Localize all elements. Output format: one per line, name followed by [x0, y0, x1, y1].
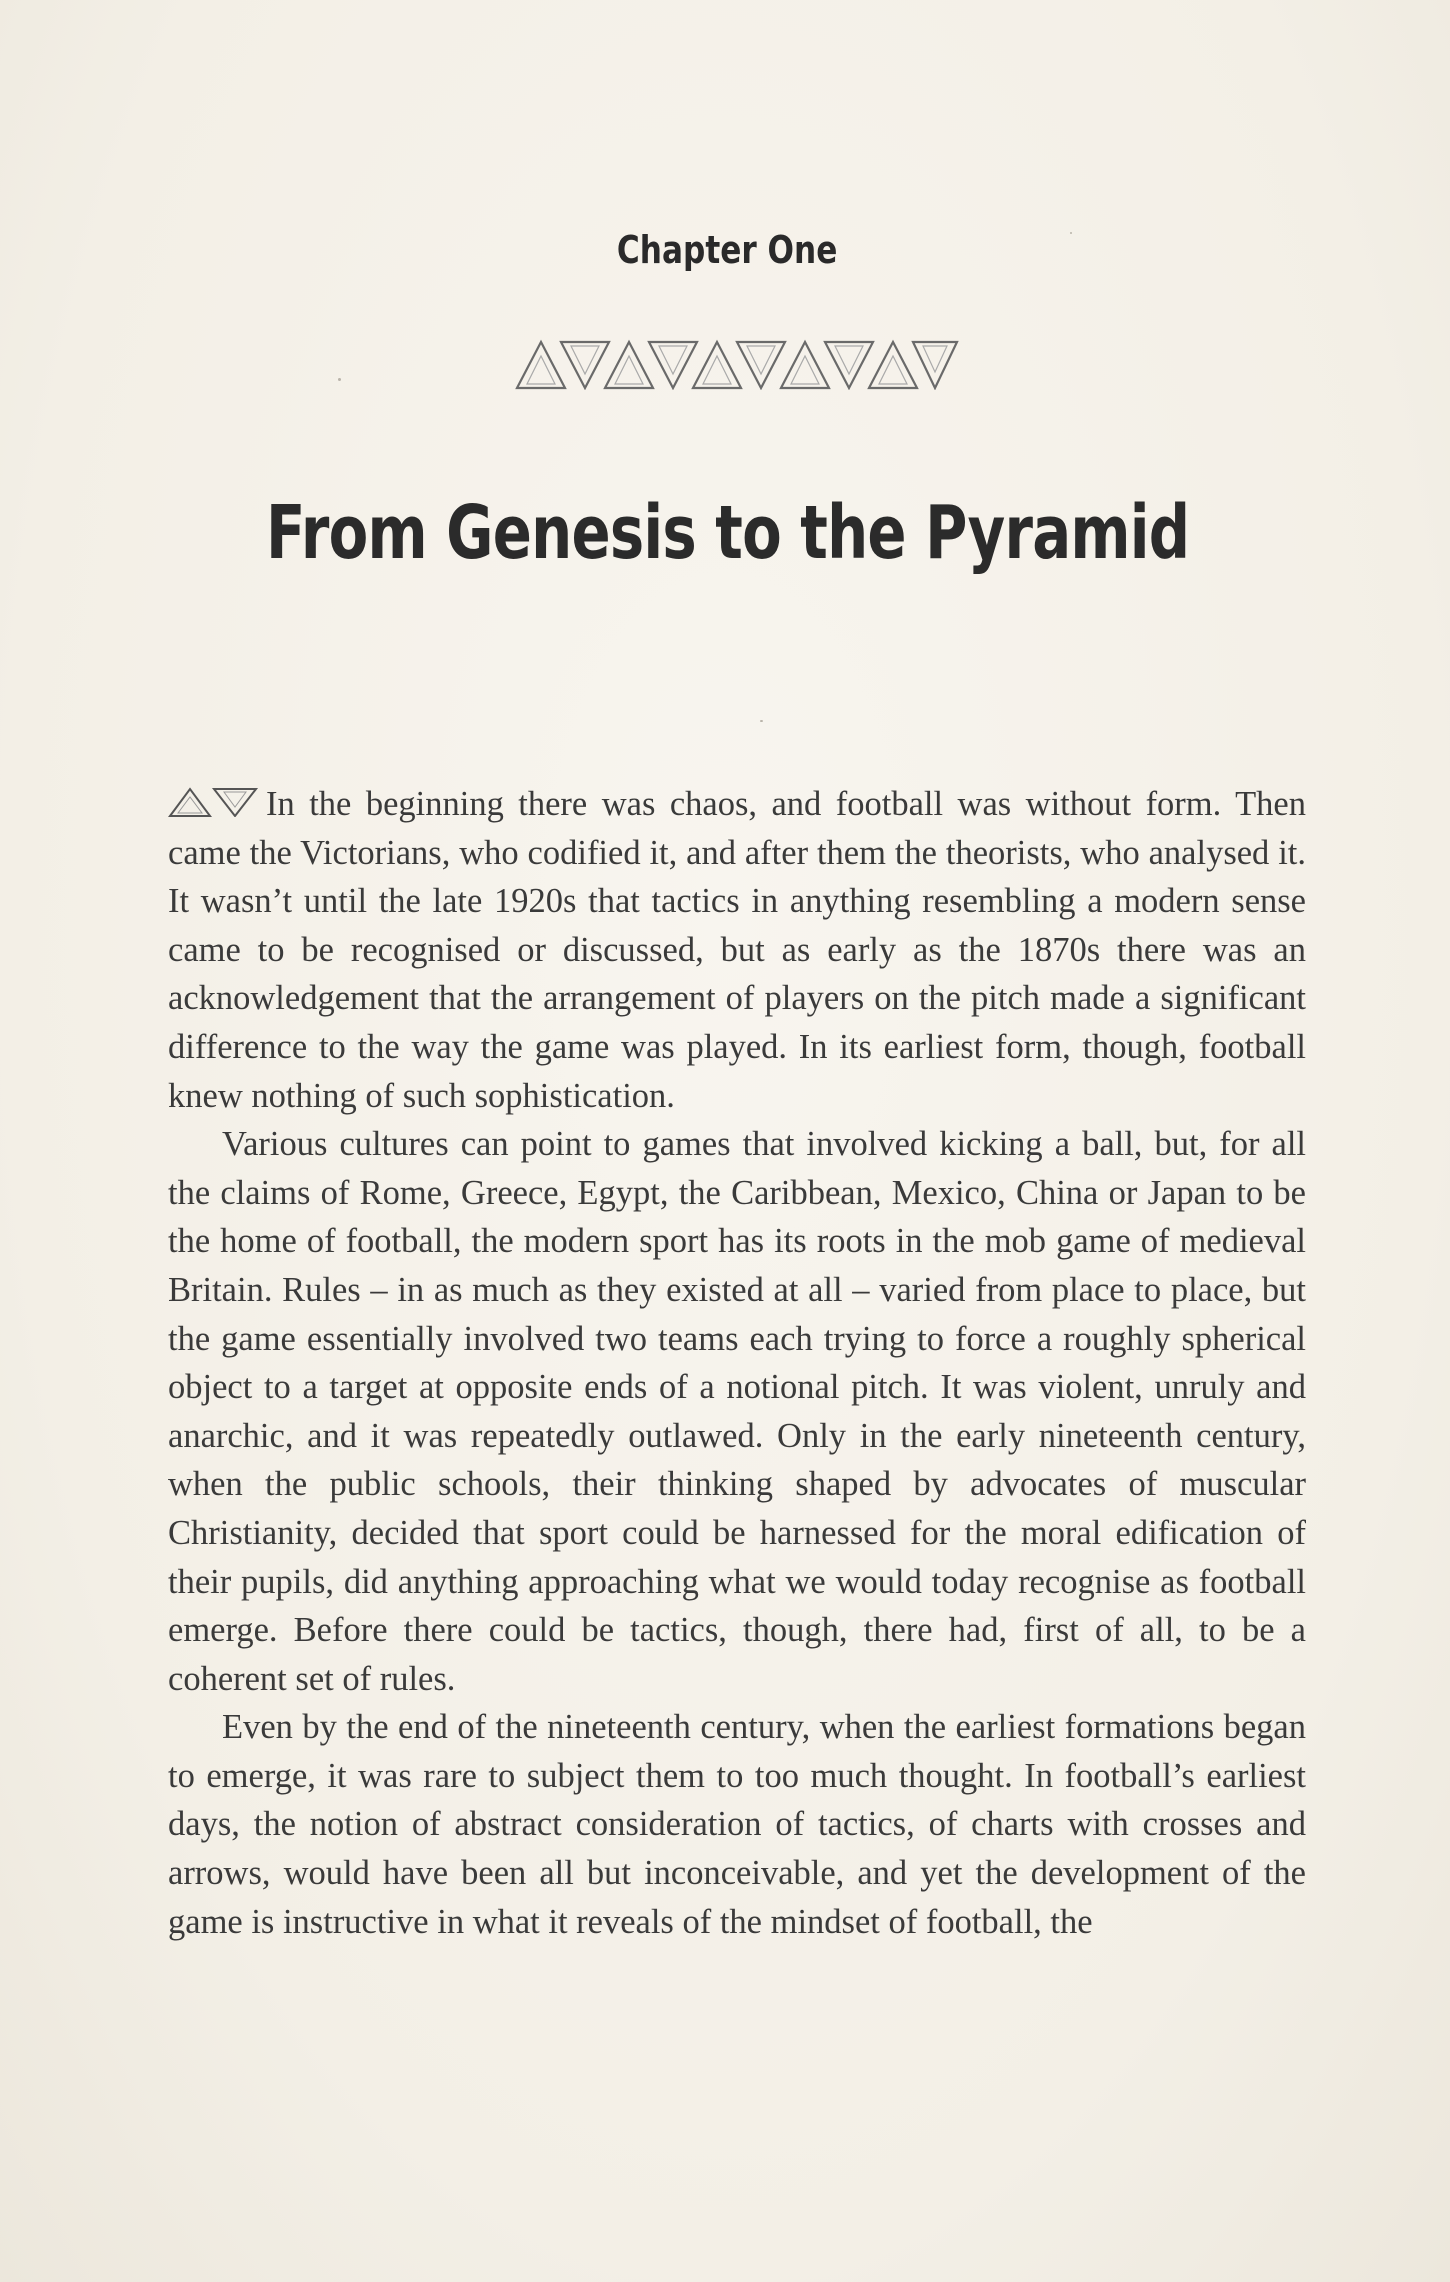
triangle-pair-icon — [168, 787, 260, 817]
paragraph-text: In the beginning there was chaos, and football was without form. Then came the Victorians, who codified it, and after them the theorists, who analysed it. It wasn’t until the late 1920s that tactics in anything resembling a modern sense came to be recognised or discussed, but as early as the 1870s there was an acknowledgement that the arrangement of players on the pitch made a significant difference to the way the game was played. In its earliest form, though, football knew nothing of such sophistication. — [168, 785, 1306, 1115]
triangle-chain-ornament — [515, 338, 959, 390]
paper-speck — [338, 378, 341, 381]
paragraph: Various cultures can point to games that involved kicking a ball, but, for all the claims of Rome, Greece, Egypt, the Caribbean, Mexico, China or Japan to be the home of football, the modern sport has its roots in the mob game of medieval Britain. Rules – in as much as they existed at all – varied from place to place, but the game essentially involved two teams each trying to force a roughly spherical object to a target at opposite ends of a notional pitch. It was violent, unruly and anarchic, and it was repeatedly outlawed. Only in the early nineteenth century, when the public schools, their thinking shaped by advocates of muscular Christianity, decided that sport could be harnessed for the moral edification of their pupils, did anything approaching what we would today recognise as football emerge. Before there could be tactics, though, there had, first of all, to be a coherent set of rules. — [168, 1125, 1306, 1698]
paper-speck — [760, 720, 763, 722]
chapter-label: Chapter One — [616, 228, 838, 272]
paragraph — [168, 780, 1306, 1120]
chapter-title: From Genesis to the Pyramid — [265, 490, 1190, 576]
chapter-body — [168, 780, 1306, 1946]
paragraph: Even by the end of the nineteenth century, when the earliest formations began to emerge, it was rare to subject them to too much thought. In football’s earliest days, the notion of abstract consideration of tactics, of charts with crosses and arrows, would have been all but inconceivable, and yet the development of the game is instructive in what it reveals of the mindset of football, the — [168, 1708, 1306, 1941]
